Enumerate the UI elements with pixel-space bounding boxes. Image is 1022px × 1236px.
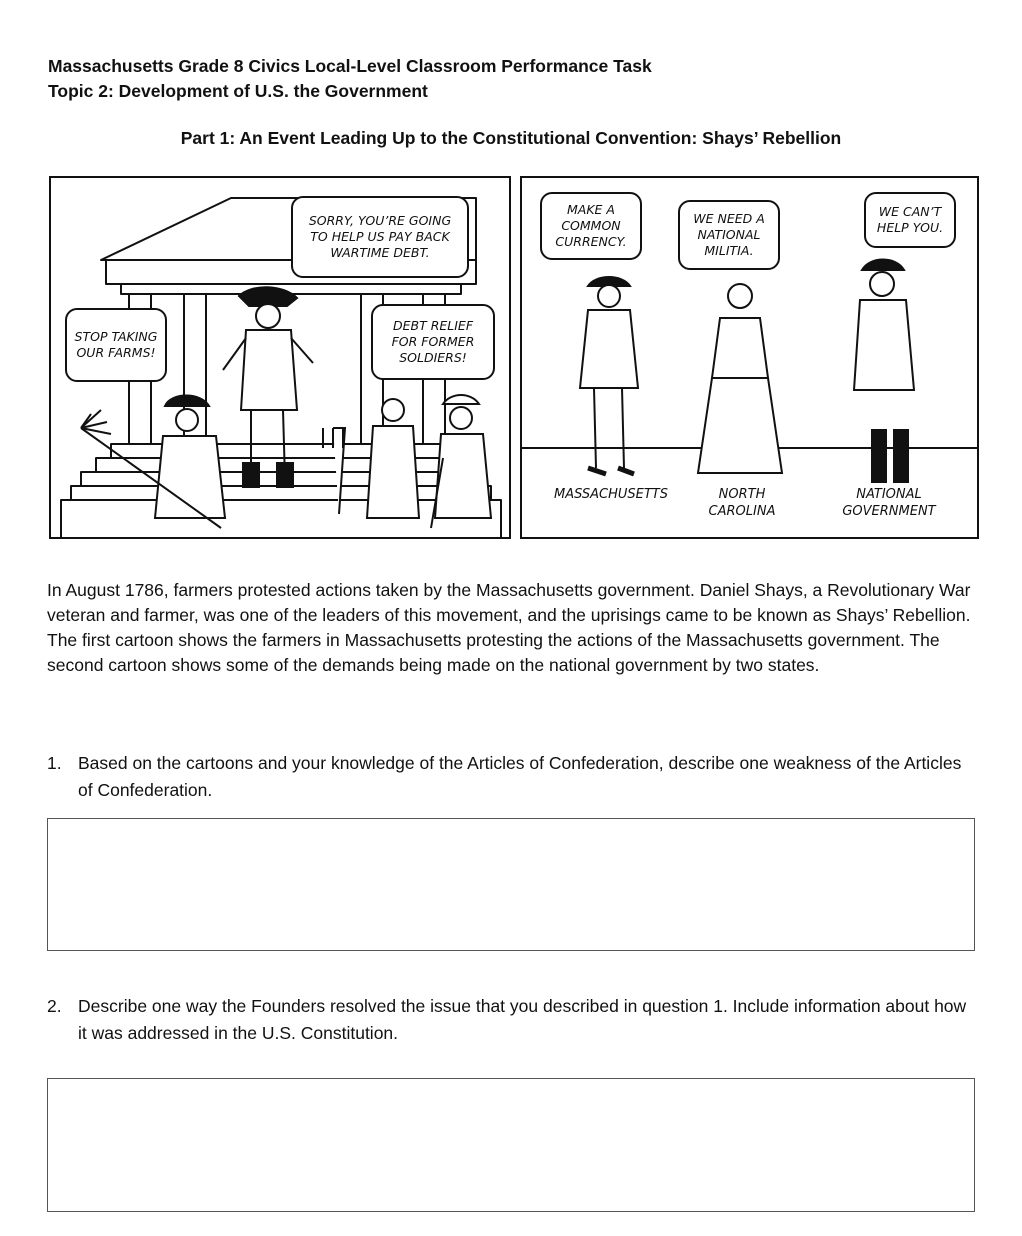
question-text: Based on the cartoons and your knowledge of the Articles of Confederation, describe one weakness of the Articles of Confederation.: [78, 753, 962, 800]
question-number: 1.: [47, 753, 62, 773]
question-number: 2.: [47, 996, 62, 1016]
part-title: Part 1: An Event Leading Up to the Constitutional Convention: Shays’ Rebellion: [180, 128, 842, 148]
cartoon-panel-state-demands: [520, 176, 979, 539]
document-title: Massachusetts Grade 8 Civics Local-Level Classroom Performance Task: [48, 56, 652, 76]
caption-national-government: NATIONAL GOVERNMENT: [842, 487, 936, 519]
speech-bubble-debt-relief: DEBT RELIEF FOR FORMER SOLDIERS!: [371, 304, 495, 380]
answer-box-2[interactable]: [47, 1078, 975, 1212]
speech-bubble-national-militia: WE NEED A NATIONAL MILITIA.: [678, 200, 780, 270]
caption-massachusetts: MASSACHUSETTS: [553, 487, 668, 502]
caption-north-carolina: NORTH CAROLINA: [708, 487, 776, 519]
speech-bubble-cant-help: WE CAN’T HELP YOU.: [864, 192, 956, 248]
question-2: [47, 993, 977, 1047]
speech-bubble-wartime-debt: SORRY, YOU’RE GOING TO HELP US PAY BACK WARTIME DEBT.: [291, 196, 469, 278]
question-1: [47, 750, 977, 804]
speech-bubble-stop-taking-farms: STOP TAKING OUR FARMS!: [65, 308, 167, 382]
cartoon-panel-shays-protest: [49, 176, 511, 539]
question-text: Describe one way the Founders resolved the issue that you described in question 1. Include information about how it was addressed in the U.S. Constitution.: [78, 996, 967, 1043]
topic-title: Topic 2: Development of U.S. the Government: [48, 81, 428, 101]
intro-paragraph: In August 1786, farmers protested actions taken by the Massachusetts government. Daniel Shays, a Revolutionary War veteran and farmer, was one of the leaders of this movement, and the uprisings came to be known as Shays’ Rebellion. The first cartoon shows the farmers in Massachusetts protesting the actions of the Massachusetts government. The second cartoon shows some of the demands being made on the national government by two states.: [47, 580, 971, 675]
speech-bubble-common-currency: MAKE A COMMON CURRENCY.: [540, 192, 642, 260]
answer-box-1[interactable]: [47, 818, 975, 951]
